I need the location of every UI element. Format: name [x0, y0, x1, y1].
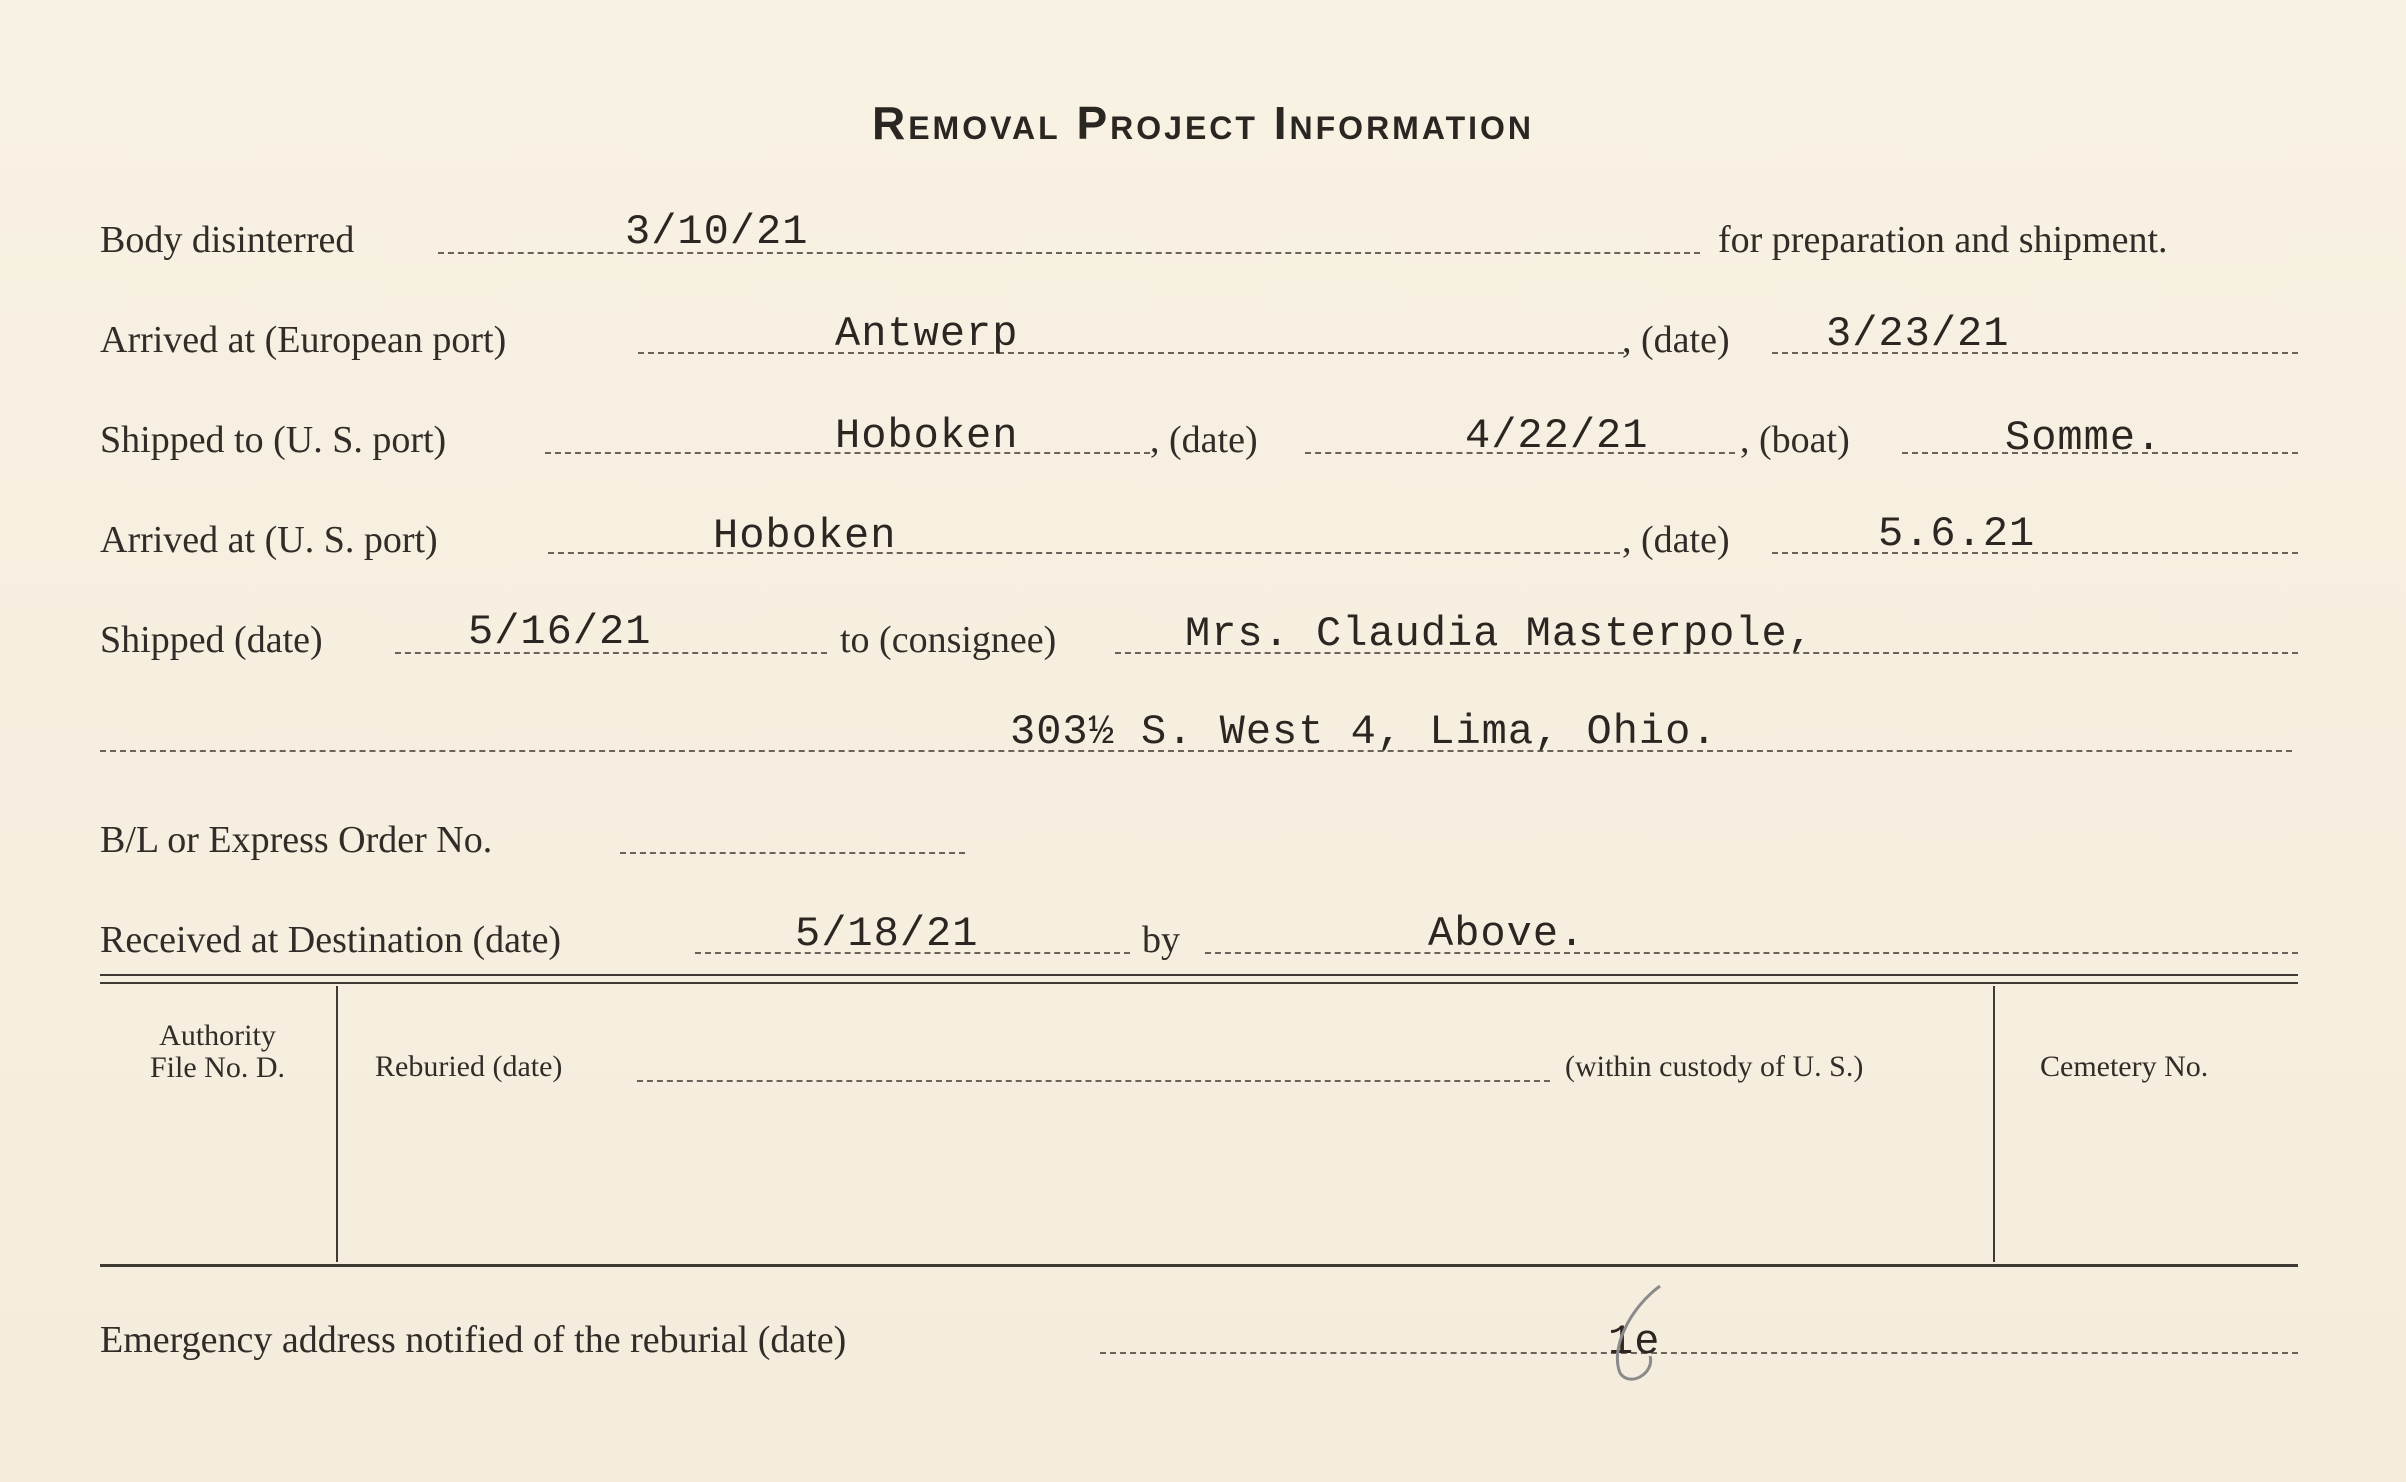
shipped-label: Shipped (date) — [100, 619, 323, 661]
disinterred-value: 3/10/21 — [625, 208, 809, 256]
arrived-eu-line — [638, 352, 1624, 354]
received-by-label: by — [1142, 919, 1180, 961]
consignee-label: to (consignee) — [840, 619, 1057, 661]
bl-label: B/L or Express Order No. — [100, 819, 493, 861]
arrived-eu-value: Antwerp — [835, 310, 1019, 358]
arrived-us-date-label: , (date) — [1622, 519, 1730, 561]
reburied-line — [637, 1080, 1550, 1082]
table-top-rule-2 — [100, 982, 2298, 984]
emergency-line — [1100, 1352, 2298, 1354]
shipped-us-date-label: , (date) — [1150, 419, 1258, 461]
received-by: Above. — [1428, 910, 1586, 958]
pen-mark — [1600, 1278, 1680, 1388]
disinterred-suffix: for preparation and shipment. — [1718, 219, 2168, 261]
arrived-us-date: 5.6.21 — [1878, 510, 2036, 558]
bl-line — [620, 852, 965, 854]
arrived-eu-date-label: , (date) — [1622, 319, 1730, 361]
arrived-eu-label: Arrived at (European port) — [100, 319, 507, 361]
table-divider-left — [336, 986, 338, 1262]
table-top-rule — [100, 974, 2298, 976]
authority-line1: Authority — [159, 1019, 276, 1052]
disinterred-label: Body disinterred — [100, 219, 355, 261]
emergency-value: 1e — [1608, 1318, 1661, 1366]
received-value: 5/18/21 — [795, 910, 979, 958]
authority-line2: File No. D. — [150, 1051, 285, 1084]
shipped-us-value: Hoboken — [835, 412, 1019, 460]
received-by-line — [1205, 952, 2298, 954]
table-bottom-rule — [100, 1264, 2298, 1267]
arrived-us-value: Hoboken — [713, 512, 897, 560]
received-label: Received at Destination (date) — [100, 919, 562, 961]
address-value: 303½ S. West 4, Lima, Ohio. — [1010, 708, 1718, 756]
arrived-us-label: Arrived at (U. S. port) — [100, 519, 438, 561]
consignee-value: Mrs. Claudia Masterpole, — [1185, 610, 1814, 658]
emergency-label: Emergency address notified of the reburial (date) — [100, 1319, 847, 1361]
reburied-label: Reburied (date) — [375, 1050, 563, 1083]
shipped-value: 5/16/21 — [468, 608, 652, 656]
arrived-us-line — [548, 552, 1620, 554]
page-title: Removal Project Information — [871, 97, 1535, 149]
arrived-eu-date: 3/23/21 — [1826, 310, 2010, 358]
cemetery-label: Cemetery No. — [2040, 1050, 2209, 1083]
shipped-us-date: 4/22/21 — [1465, 412, 1649, 460]
shipped-us-boat-label: , (boat) — [1740, 419, 1850, 461]
table-divider-right — [1993, 986, 1995, 1262]
shipped-us-boat: Somme. — [2005, 414, 2163, 462]
authority-label — [100, 1020, 335, 1084]
shipped-us-label: Shipped to (U. S. port) — [100, 419, 447, 461]
custody-label: (within custody of U. S.) — [1565, 1050, 1864, 1083]
